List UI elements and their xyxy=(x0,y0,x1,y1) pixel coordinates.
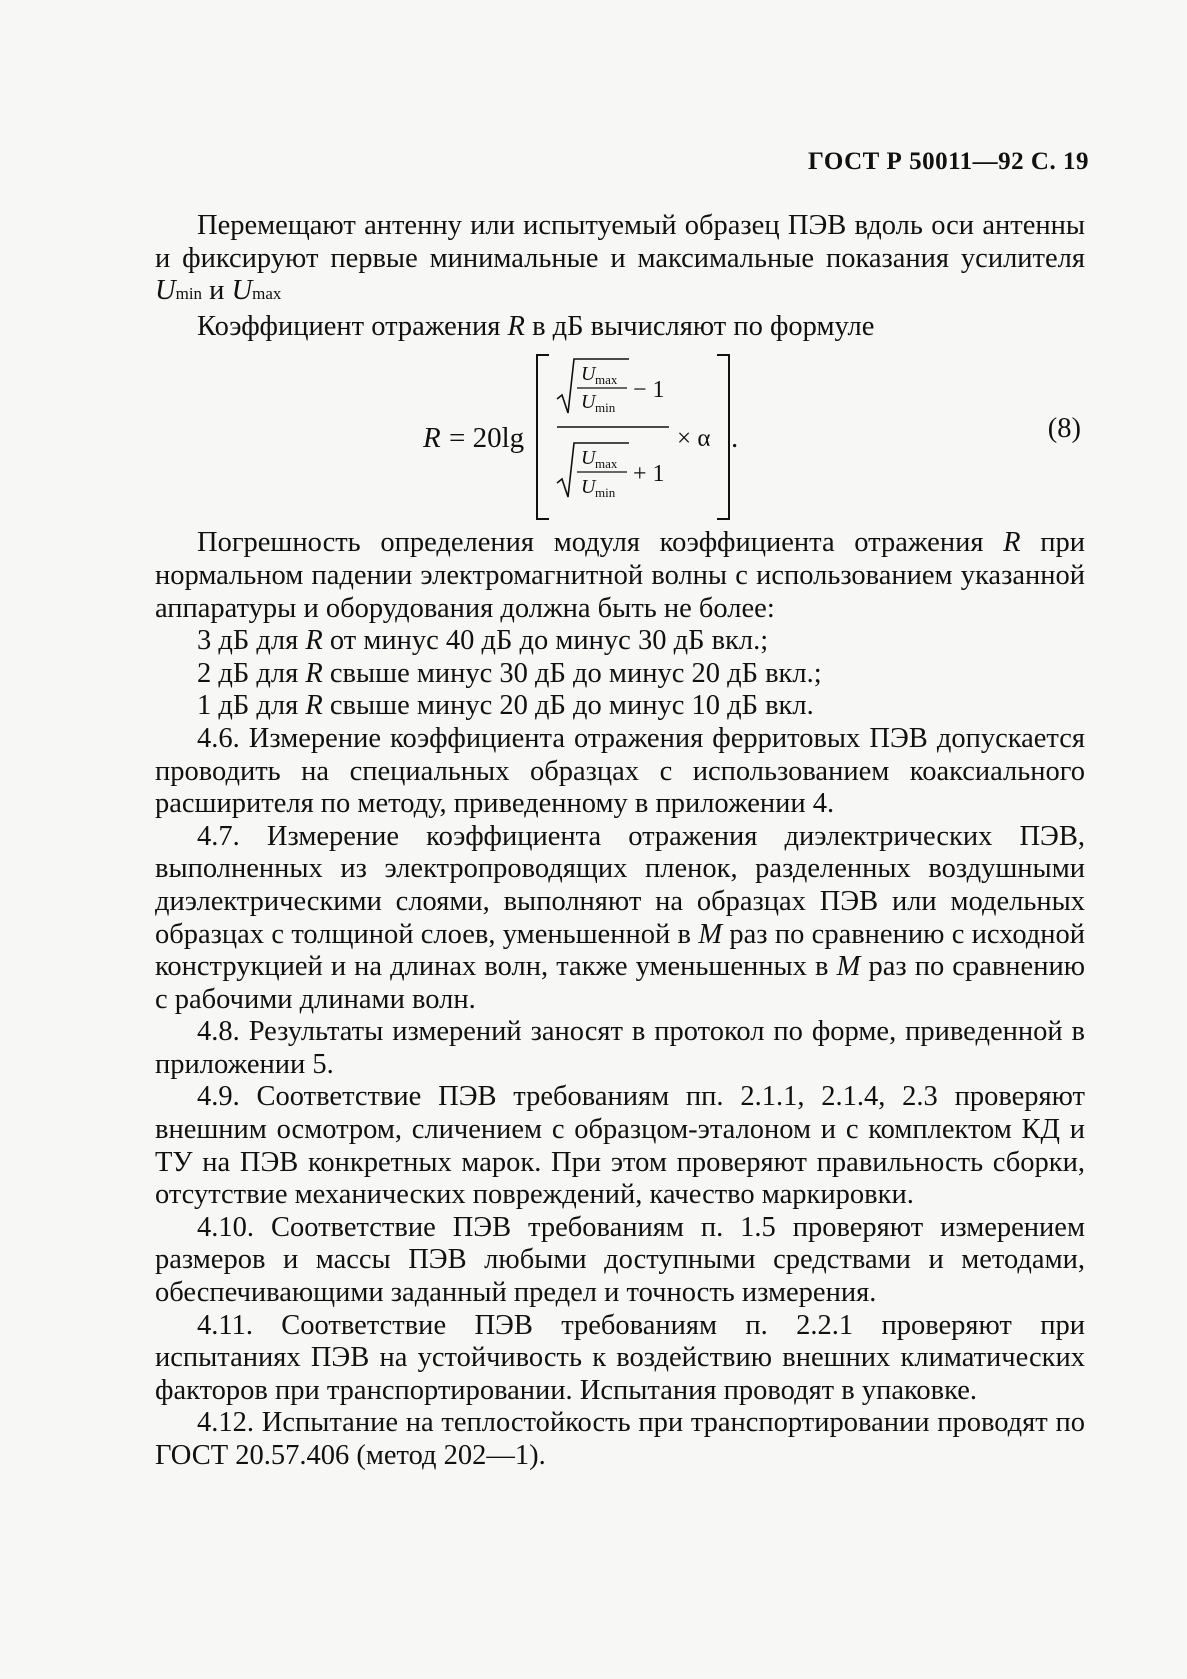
svg-text:.: . xyxy=(731,422,739,455)
accuracy-item-3: 1 дБ для R свыше минус 20 дБ до минус 10 дБ вкл. xyxy=(197,690,814,722)
paragraph-accuracy: Погрешность определения модуля коэффициента отражения R при нормальном падении электромагнитной волны с использованием указанной аппаратуры и оборудования должна быть не более: xyxy=(155,527,1086,624)
paragraph-move-antenna: Перемещают антенну или испытуемый образец ПЭВ вдоль оси антенны и фиксируют первые минимальные и максимальные показания усилителя Umin и Umax xyxy=(155,210,1085,307)
formula-number: (8) xyxy=(1047,413,1081,445)
section-4-9: 4.9. Соответствие ПЭВ требованиям пп. 2.1.1, 2.1.4, 2.3 проверяют внешним осмотром, сличением с образцом-эталоном и с комплектом КД и ТУ на ПЭВ конкретных марок. При этом проверяют правильность сборки, отсутствие механических повреждений, качество маркировки. xyxy=(155,1081,1085,1211)
formula-eq: = 20lg xyxy=(449,422,525,455)
left-bracket xyxy=(537,355,549,519)
formula-8 xyxy=(423,343,743,527)
svg-text:min: min xyxy=(595,485,616,501)
u-max-bottom: U xyxy=(581,447,596,470)
section-4-8: 4.8. Результаты измерений заносят в протокол по форме, приведенной в приложении 5. xyxy=(155,1016,1085,1080)
u-min-bottom: U xyxy=(581,476,596,499)
u-min-top: U xyxy=(581,391,596,414)
page-header: ГОСТ Р 50011—92 С. 19 xyxy=(808,148,1089,175)
accuracy-item-1: 3 дБ для R от минус 40 дБ до минус 30 дБ вкл.; xyxy=(197,625,769,657)
svg-text:max: max xyxy=(595,372,618,388)
paragraph-reflection-coefficient: Коэффициент отражения R в дБ вычисляют по формуле xyxy=(197,310,875,342)
section-4-10: 4.10. Соответствие ПЭВ требованиям п. 1.5 проверяют измерением размеров и массы ПЭВ любыми доступными средствами и методами, обеспечивающими заданный предел и точность измерения. xyxy=(155,1211,1085,1309)
formula-lhs: R xyxy=(423,422,441,455)
minus-one: − 1 xyxy=(633,377,665,404)
section-4-11: 4.11. Соответствие ПЭВ требованиям п. 2.2.1 проверяют при испытаниях ПЭВ на устойчивость к воздействию внешних климатических факторов при транспортировании. Испытания проводят в упаковке. xyxy=(155,1309,1085,1406)
body-text xyxy=(155,210,1085,1473)
accuracy-item-2: 2 дБ для R свыше минус 30 дБ до минус 20 дБ вкл.; xyxy=(197,657,822,689)
u-max-top: U xyxy=(581,363,596,386)
svg-text:min: min xyxy=(595,400,616,416)
times-alpha: × α xyxy=(677,425,711,453)
plus-one: + 1 xyxy=(633,461,665,488)
right-bracket xyxy=(717,355,729,519)
section-4-6: 4.6. Измерение коэффициента отражения ферритовых ПЭВ допускается проводить на специальных образцах с использованием коаксиального расширителя по методу, приведенному в приложении 4. xyxy=(155,722,1085,820)
section-4-12: 4.12. Испытание на теплостойкость при транспортировании проводят по ГОСТ 20.57.406 (метод 202—1). xyxy=(155,1407,1085,1471)
formula-block xyxy=(155,343,1085,527)
svg-text:max: max xyxy=(595,456,618,472)
section-4-7: 4.7. Измерение коэффициента отражения диэлектрических ПЭВ, выполненных из электропроводящих пленок, разделенных воздушными диэлектрическими слоями, выполняют на образцах ПЭВ или модельных образцах с толщиной слоев, уменьшенной в M раз по сравнению с исходной конструкцией и на длинах волн, также уменьшенных в M раз по сравнению с рабочими длинами волн. xyxy=(155,820,1086,1015)
